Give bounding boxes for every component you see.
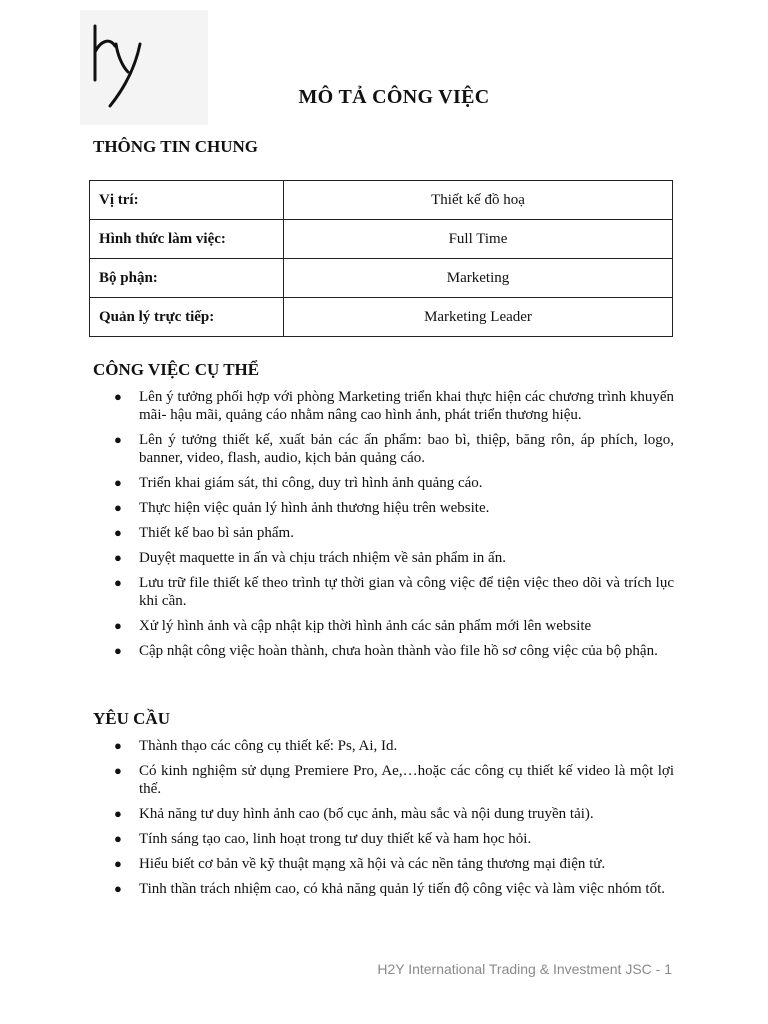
bullet-icon: ● [114, 525, 122, 540]
work-type-value: Full Time [284, 220, 673, 259]
requirement-text: Hiểu biết cơ bản về kỹ thuật mạng xã hội và các nền tảng thương mại điện tử. [139, 856, 606, 872]
requirements-list [112, 737, 674, 905]
list-item [112, 524, 674, 542]
bullet-icon: ● [114, 643, 122, 658]
position-value: Thiết kế đồ hoạ [284, 181, 673, 220]
list-item [112, 642, 674, 660]
requirement-text: Thành thạo các công cụ thiết kế: Ps, Ai, Id. [139, 738, 398, 754]
manager-label: Quản lý trực tiếp: [90, 298, 284, 337]
list-item [112, 805, 674, 823]
general-info-heading: THÔNG TIN CHUNG [93, 137, 258, 156]
duty-text: Xử lý hình ảnh và cập nhật kịp thời hình ảnh các sản phẩm mới lên website [139, 618, 592, 634]
list-item [112, 830, 674, 848]
list-item [112, 549, 674, 567]
bullet-icon: ● [114, 432, 122, 447]
department-value: Marketing [284, 259, 673, 298]
requirement-text: Có kinh nghiệm sử dụng Premiere Pro, Ae,…hoặc các công cụ thiết kế video là một lợi thế. [139, 763, 674, 797]
position-label: Vị trí: [90, 181, 284, 220]
duty-text: Duyệt maquette in ấn và chịu trách nhiệm về sản phẩm in ấn. [139, 550, 506, 566]
list-item [112, 737, 674, 755]
requirement-text: Khả năng tư duy hình ảnh cao (bố cục ảnh, màu sắc và nội dung truyền tải). [139, 806, 594, 822]
bullet-icon: ● [114, 550, 122, 565]
bullet-icon: ● [114, 500, 122, 515]
list-item [112, 431, 674, 467]
bullet-icon: ● [114, 806, 122, 821]
manager-value: Marketing Leader [284, 298, 673, 337]
bullet-icon: ● [114, 763, 122, 778]
requirement-text: Tính sáng tạo cao, linh hoạt trong tư duy thiết kế và ham học hỏi. [139, 831, 532, 847]
page-footer: H2Y International Trading & Investment JSC - 1 [377, 961, 672, 977]
bullet-icon: ● [114, 618, 122, 633]
work-type-label: Hình thức làm việc: [90, 220, 284, 259]
bullet-icon: ● [114, 831, 122, 846]
bullet-icon: ● [114, 856, 122, 871]
general-info-table [89, 180, 673, 337]
department-label: Bộ phận: [90, 259, 284, 298]
requirements-heading: YÊU CẦU [93, 709, 170, 728]
bullet-icon: ● [114, 475, 122, 490]
list-item [112, 499, 674, 517]
page-title: MÔ TẢ CÔNG VIỆC [298, 86, 490, 108]
duty-text: Cập nhật công việc hoàn thành, chưa hoàn thành vào file hồ sơ công việc của bộ phận. [139, 643, 658, 659]
bullet-icon: ● [114, 389, 122, 404]
bullet-icon: ● [114, 575, 122, 590]
list-item [112, 762, 674, 798]
bullet-icon: ● [114, 881, 122, 896]
list-item [112, 880, 674, 898]
list-item [112, 855, 674, 873]
duty-text: Triển khai giám sát, thi công, duy trì hình ảnh quảng cáo. [139, 475, 483, 491]
table-row [90, 298, 673, 337]
table-row [90, 220, 673, 259]
duty-text: Thực hiện việc quản lý hình ảnh thương hiệu trên website. [139, 500, 490, 516]
requirement-text: Tinh thần trách nhiệm cao, có khả năng quản lý tiến độ công việc và làm việc nhóm tốt. [139, 881, 665, 897]
duty-text: Lên ý tưởng phối hợp với phòng Marketing triển khai thực hiện các chương trình khuyến mãi- hậu mãi, quảng cáo nhằm nâng cao hình ảnh, phát triển thương hiệu. [139, 389, 674, 423]
list-item [112, 388, 674, 424]
table-row [90, 259, 673, 298]
duties-list [112, 388, 674, 667]
duties-heading: CÔNG VIỆC CỤ THỂ [93, 360, 260, 379]
list-item [112, 474, 674, 492]
list-item [112, 574, 674, 610]
duty-text: Lên ý tưởng thiết kế, xuất bản các ấn phẩm: bao bì, thiệp, băng rôn, áp phích, logo, banner, video, flash, audio, kịch bản quảng cáo. [139, 432, 674, 466]
duty-text: Thiết kế bao bì sản phẩm. [139, 525, 294, 541]
table-row [90, 181, 673, 220]
bullet-icon: ● [114, 738, 122, 753]
list-item [112, 617, 674, 635]
duty-text: Lưu trữ file thiết kế theo trình tự thời gian và công việc để tiện việc theo dõi và trích lục khi cần. [139, 575, 674, 609]
